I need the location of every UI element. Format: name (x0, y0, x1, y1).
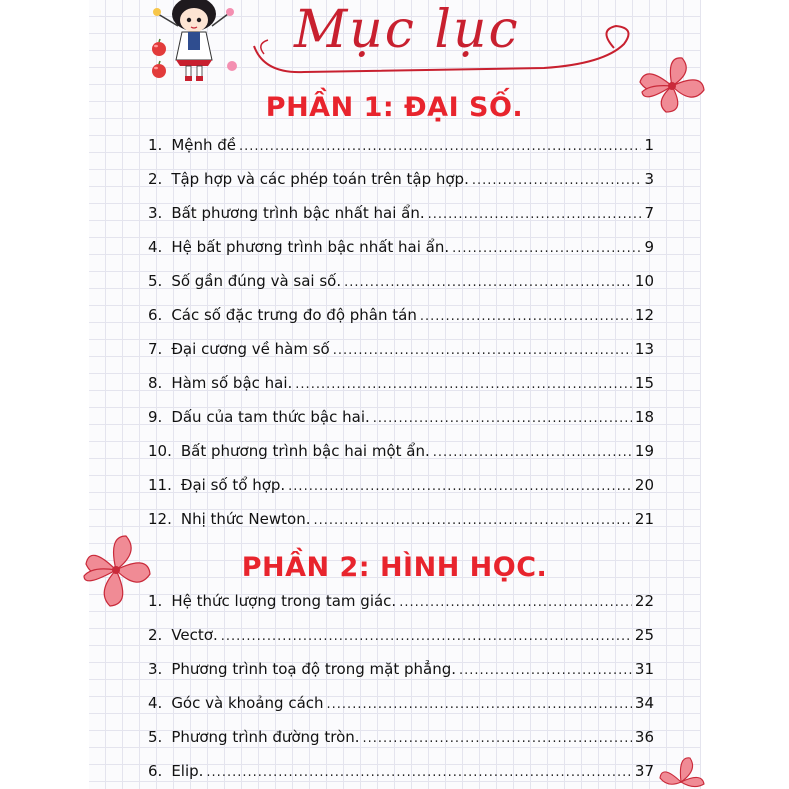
toc-entry-leader (221, 629, 632, 644)
toc-entry-leader (420, 309, 632, 324)
flower-icon (656, 752, 706, 789)
toc-entry-page: 22 (634, 592, 654, 610)
toc-entry (148, 306, 654, 340)
toc-entry-title: Phương trình toạ độ trong mặt phẳng. (171, 660, 456, 678)
toc-entry (148, 660, 654, 694)
toc-entry (148, 626, 654, 660)
toc-entry-leader (333, 343, 632, 358)
toc-entry-page: 15 (634, 374, 654, 392)
toc-entry (148, 476, 654, 510)
toc-entry-page: 7 (644, 204, 654, 222)
toc-entry-number: 8. (148, 374, 163, 392)
page-title: Mục lục (294, 0, 520, 60)
toc-entry-title: Hệ bất phương trình bậc nhất hai ẩn. (171, 238, 450, 256)
toc-entry-number: 3. (148, 660, 163, 678)
toc-entry (148, 762, 654, 789)
toc-entry-leader (288, 479, 632, 494)
toc-entry (148, 728, 654, 762)
toc-entry-title: Đại cương về hàm số (171, 340, 330, 358)
toc-entry (148, 272, 654, 306)
toc-entry-title: Các số đặc trưng đo độ phân tán (171, 306, 417, 324)
toc-entry-leader (295, 377, 632, 392)
toc-entry-number: 1. (148, 592, 163, 610)
title-flourish (244, 14, 644, 78)
toc-entry (148, 170, 654, 204)
toc-entry-page: 10 (634, 272, 654, 290)
toc-entry-title: Dấu của tam thức bậc hai. (171, 408, 370, 426)
toc-entry-page: 31 (634, 660, 654, 678)
toc-entry-leader (344, 275, 632, 290)
toc-entry-leader (206, 765, 631, 780)
toc-entry-page: 20 (634, 476, 654, 494)
toc-entry-number: 2. (148, 170, 163, 188)
toc-entry-number: 11. (148, 476, 172, 494)
toc-entry (148, 694, 654, 728)
toc-entry-title: Vectơ. (171, 626, 218, 644)
toc-entry-title: Mệnh đề (171, 136, 237, 154)
toc-entry-page: 9 (644, 238, 654, 256)
toc-entry-title: Số gần đúng và sai số. (171, 272, 342, 290)
section-heading-geometry: PHẦN 2: HÌNH HỌC. (241, 552, 548, 583)
toc-entry-title: Tập hợp và các phép toán trên tập hợp. (171, 170, 469, 188)
toc-entry-leader (239, 139, 641, 154)
toc-entry (148, 238, 654, 272)
toc-entry-number: 9. (148, 408, 163, 426)
toc-entry-page: 18 (634, 408, 654, 426)
toc-entry-page: 25 (634, 626, 654, 644)
apple-icon (150, 60, 168, 80)
toc-entry-number: 4. (148, 694, 163, 712)
toc-entry-leader (373, 411, 632, 426)
toc-entry-page: 12 (634, 306, 654, 324)
toc-entry-leader (459, 663, 632, 678)
toc-entry-leader (363, 731, 632, 746)
toc-entry (148, 136, 654, 170)
toc-entry-number: 6. (148, 306, 163, 324)
toc-entry-title: Nhị thức Newton. (180, 510, 311, 528)
toc-entry-title: Góc và khoảng cách (171, 694, 324, 712)
toc-entry (148, 408, 654, 442)
toc-entry (148, 204, 654, 238)
toc-entry-title: Bất phương trình bậc hai một ẩn. (180, 442, 430, 460)
toc-entry-page: 19 (634, 442, 654, 460)
section-heading-algebra: PHẦN 1: ĐẠI SỐ. (265, 92, 524, 123)
toc-entry-title: Hàm số bậc hai. (171, 374, 293, 392)
toc-entry (148, 340, 654, 374)
toc-entry-page: 3 (644, 170, 654, 188)
toc-entry-leader (452, 241, 641, 256)
toc-entry-title: Bất phương trình bậc nhất hai ẩn. (171, 204, 425, 222)
toc-entry-number: 1. (148, 136, 163, 154)
toc-entry-title: Hệ thức lượng trong tam giác. (171, 592, 397, 610)
toc-entry-leader (433, 445, 632, 460)
toc-entry-number: 7. (148, 340, 163, 358)
toc-entry (148, 510, 654, 544)
toc-entry-page: 13 (634, 340, 654, 358)
toc-entry-page: 21 (634, 510, 654, 528)
apple-icon (150, 38, 168, 58)
toc-entry-leader (472, 173, 642, 188)
toc-entry-page: 1 (644, 136, 654, 154)
toc-entry-number: 12. (148, 510, 172, 528)
toc-entry-page: 34 (634, 694, 654, 712)
toc-entry (148, 592, 654, 626)
toc-entry-number: 4. (148, 238, 163, 256)
toc-entry-page: 37 (634, 762, 654, 780)
toc-entry-page: 36 (634, 728, 654, 746)
toc-entry-title: Elip. (171, 762, 204, 780)
toc-entry-number: 10. (148, 442, 172, 460)
toc-entry-title: Đại số tổ hợp. (180, 476, 286, 494)
toc-entry-leader (428, 207, 642, 222)
toc-entry-leader (399, 595, 632, 610)
toc-entry-title: Phương trình đường tròn. (171, 728, 360, 746)
toc-entry-leader (327, 697, 632, 712)
toc-entry (148, 374, 654, 408)
toc-entry-number: 6. (148, 762, 163, 780)
toc-entry (148, 442, 654, 476)
toc-entry-number: 5. (148, 272, 163, 290)
toc-entry-leader (313, 513, 631, 528)
toc-list-geometry (148, 592, 654, 789)
toc-entry-number: 5. (148, 728, 163, 746)
toc-list-algebra (148, 136, 654, 544)
toc-entry-number: 2. (148, 626, 163, 644)
toc-entry-number: 3. (148, 204, 163, 222)
